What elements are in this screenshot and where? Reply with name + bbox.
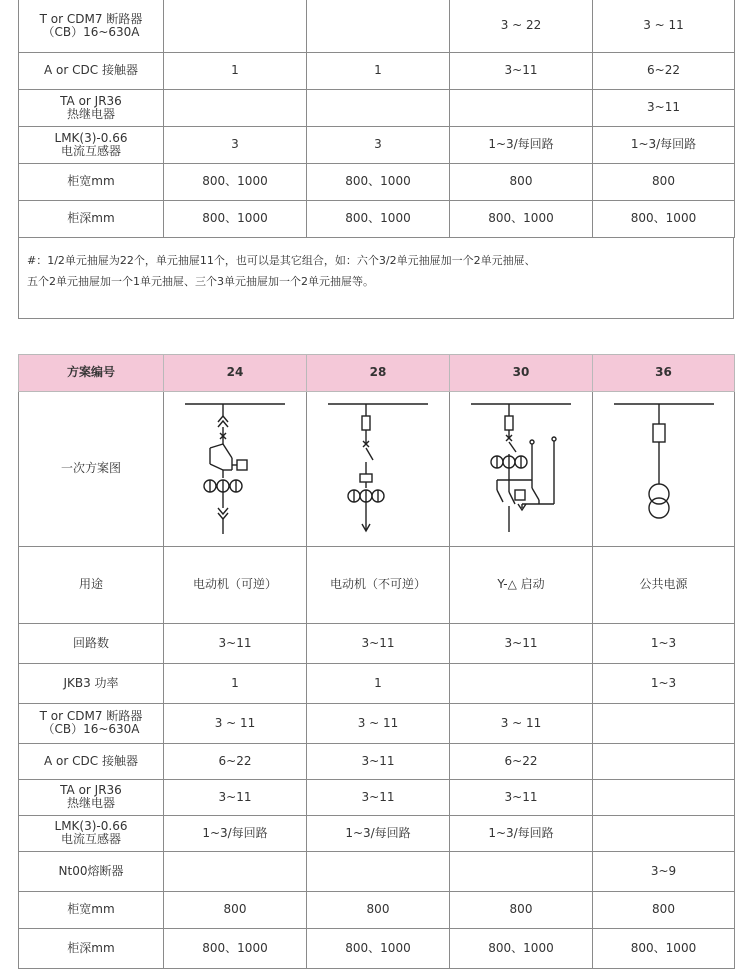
row-label bbox=[19, 52, 164, 89]
spec-cell: 1~3/每回路 bbox=[450, 815, 593, 851]
spec-cell: 800 bbox=[450, 163, 593, 200]
spec-row bbox=[19, 52, 735, 89]
spec-row bbox=[19, 928, 735, 968]
row-label-line: （CB）16~630A bbox=[42, 722, 140, 736]
row-label-line: 柜深mm bbox=[67, 211, 115, 225]
spec-cell bbox=[307, 851, 450, 891]
spec-row bbox=[19, 89, 735, 126]
spec-cell bbox=[593, 703, 735, 743]
spec-cell: 800、1000 bbox=[593, 200, 735, 237]
spec-cell: 800、1000 bbox=[164, 200, 307, 237]
row-label-line: TA or JR36 bbox=[60, 783, 122, 797]
spec-cell: 3~11 bbox=[593, 89, 735, 126]
row-label bbox=[19, 851, 164, 891]
note-line-1: #：1/2单元抽屉为22个，单元抽屉11个，也可以是其它组合，如：六个3/2单元抽屉加一个2单元抽屉、 bbox=[27, 253, 536, 267]
row-label bbox=[19, 779, 164, 815]
spec-cell: 800 bbox=[593, 163, 735, 200]
circuit-diagram-28 bbox=[307, 391, 450, 546]
row-label bbox=[19, 663, 164, 703]
row-label bbox=[19, 743, 164, 779]
row-label-line: 柜深mm bbox=[67, 940, 115, 955]
row-label bbox=[19, 891, 164, 928]
spec-cell: 800、1000 bbox=[450, 928, 593, 968]
spec-cell: 电动机（可逆） bbox=[164, 546, 307, 623]
spec-cell bbox=[593, 815, 735, 851]
motor-fuse-circuit-icon bbox=[323, 396, 433, 541]
spec-cell: 3~11 bbox=[307, 743, 450, 779]
spec-row bbox=[19, 815, 735, 851]
spec-row bbox=[19, 703, 735, 743]
spec-cell: 3~11 bbox=[164, 779, 307, 815]
row-label bbox=[19, 928, 164, 968]
row-label-line: 电流互感器 bbox=[60, 832, 121, 846]
circuit-diagram-30 bbox=[450, 391, 593, 546]
spec-cell: 800、1000 bbox=[307, 163, 450, 200]
spec-cell: 3~11 bbox=[450, 623, 593, 663]
row-label-line: Nt00熔断器 bbox=[58, 863, 124, 878]
spec-cell: 800 bbox=[593, 891, 735, 928]
spec-cell: 800 bbox=[164, 891, 307, 928]
spec-cell: Y-△ 启动 bbox=[450, 546, 593, 623]
spec-row bbox=[19, 779, 735, 815]
reversible-motor-circuit-icon bbox=[180, 396, 290, 541]
spec-row bbox=[19, 663, 735, 703]
spec-cell bbox=[164, 89, 307, 126]
spec-cell: 6~22 bbox=[593, 52, 735, 89]
spec-cell: 800、1000 bbox=[307, 200, 450, 237]
row-label-line: JKB3 功率 bbox=[63, 675, 119, 690]
spec-row bbox=[19, 163, 735, 200]
spec-cell bbox=[450, 851, 593, 891]
drawer-note bbox=[18, 238, 734, 319]
spec-cell: 6~22 bbox=[450, 743, 593, 779]
row-label-line: 用途 bbox=[78, 577, 103, 591]
spec-cell: 1~3/每回路 bbox=[593, 126, 735, 163]
spec-cell: 3~11 bbox=[450, 779, 593, 815]
spec-cell: 800 bbox=[307, 891, 450, 928]
spec-row bbox=[19, 200, 735, 237]
spec-cell bbox=[450, 89, 593, 126]
scheme-header-row bbox=[19, 354, 735, 391]
spec-cell: 3 bbox=[307, 126, 450, 163]
spec-row bbox=[19, 0, 735, 52]
spec-cell: 3 ~ 11 bbox=[164, 703, 307, 743]
row-label bbox=[19, 0, 164, 52]
row-label bbox=[19, 703, 164, 743]
row-label-line: 柜宽mm bbox=[67, 174, 115, 188]
row-label bbox=[19, 89, 164, 126]
row-label bbox=[19, 126, 164, 163]
spec-cell bbox=[450, 663, 593, 703]
row-label-line: A or CDC 接触器 bbox=[44, 63, 138, 77]
spec-cell: 800、1000 bbox=[164, 163, 307, 200]
spec-cell: 1 bbox=[164, 52, 307, 89]
diagram-row bbox=[19, 391, 735, 546]
star-delta-circuit-icon bbox=[466, 396, 576, 541]
scheme-number: 30 bbox=[450, 354, 593, 391]
scheme-table bbox=[18, 354, 735, 969]
row-label-line: 热继电器 bbox=[66, 106, 115, 121]
spec-cell: 1 bbox=[164, 663, 307, 703]
row-label-line: T or CDM7 断路器 bbox=[39, 709, 143, 723]
spec-row bbox=[19, 546, 735, 623]
scheme-number-label: 方案编号 bbox=[19, 354, 164, 391]
spec-row bbox=[19, 126, 735, 163]
spec-cell bbox=[307, 89, 450, 126]
spec-cell: 800、1000 bbox=[593, 928, 735, 968]
spec-cell: 电动机（不可逆） bbox=[307, 546, 450, 623]
spec-cell: 800 bbox=[450, 891, 593, 928]
row-label bbox=[19, 623, 164, 663]
top-spec-table bbox=[18, 0, 735, 238]
spec-cell: 3~11 bbox=[307, 779, 450, 815]
spec-row bbox=[19, 891, 735, 928]
spec-cell bbox=[164, 851, 307, 891]
spec-cell: 3 ~ 22 bbox=[450, 0, 593, 52]
spec-cell: 800、1000 bbox=[164, 928, 307, 968]
spec-cell: 3 ~ 11 bbox=[593, 0, 735, 52]
spec-cell: 3~9 bbox=[593, 851, 735, 891]
circuit-diagram-24 bbox=[164, 391, 307, 546]
spec-cell: 800、1000 bbox=[450, 200, 593, 237]
spec-cell: 公共电源 bbox=[593, 546, 735, 623]
spec-sheet bbox=[18, 0, 734, 969]
transformer-circuit-icon bbox=[609, 396, 719, 541]
scheme-number: 36 bbox=[593, 354, 735, 391]
spec-cell bbox=[593, 743, 735, 779]
row-label-line: T or CDM7 断路器 bbox=[39, 11, 143, 26]
spec-cell: 3 bbox=[164, 126, 307, 163]
spec-cell: 3 ~ 11 bbox=[450, 703, 593, 743]
scheme-number: 24 bbox=[164, 354, 307, 391]
spec-cell: 1 bbox=[307, 52, 450, 89]
spec-cell: 1~3 bbox=[593, 663, 735, 703]
diagram-label: 一次方案图 bbox=[19, 391, 164, 546]
row-label-line: （CB）16~630A bbox=[42, 24, 140, 39]
spec-cell: 1 bbox=[307, 663, 450, 703]
row-label-line: 热继电器 bbox=[66, 796, 115, 810]
row-label-line: LMK(3)-0.66 bbox=[54, 819, 128, 833]
spec-cell: 1~3/每回路 bbox=[307, 815, 450, 851]
row-label bbox=[19, 815, 164, 851]
row-label bbox=[19, 163, 164, 200]
scheme-number: 28 bbox=[307, 354, 450, 391]
row-label bbox=[19, 200, 164, 237]
note-line-2: 五个2单元抽屉加一个1单元抽屉、三个3单元抽屉加一个2单元抽屉等。 bbox=[27, 274, 374, 288]
spec-row bbox=[19, 623, 735, 663]
spec-cell: 3~11 bbox=[307, 623, 450, 663]
circuit-diagram-36 bbox=[593, 391, 735, 546]
row-label-line: LMK(3)-0.66 bbox=[54, 130, 128, 145]
row-label bbox=[19, 546, 164, 623]
row-label-line: A or CDC 接触器 bbox=[44, 753, 138, 768]
row-label-line: 回路数 bbox=[72, 635, 109, 650]
row-label-line: 柜宽mm bbox=[67, 902, 115, 916]
spec-cell: 800、1000 bbox=[307, 928, 450, 968]
spec-cell: 3~11 bbox=[450, 52, 593, 89]
spec-row bbox=[19, 743, 735, 779]
spec-cell: 1~3/每回路 bbox=[164, 815, 307, 851]
spec-cell: 6~22 bbox=[164, 743, 307, 779]
spec-cell: 3~11 bbox=[164, 623, 307, 663]
spec-cell bbox=[307, 0, 450, 52]
row-label-line: TA or JR36 bbox=[60, 93, 122, 108]
spec-cell: 1~3/每回路 bbox=[450, 126, 593, 163]
spec-cell bbox=[593, 779, 735, 815]
spec-cell: 1~3 bbox=[593, 623, 735, 663]
spec-cell bbox=[164, 0, 307, 52]
row-label-line: 电流互感器 bbox=[60, 143, 121, 158]
spec-row bbox=[19, 851, 735, 891]
spec-cell: 3 ~ 11 bbox=[307, 703, 450, 743]
